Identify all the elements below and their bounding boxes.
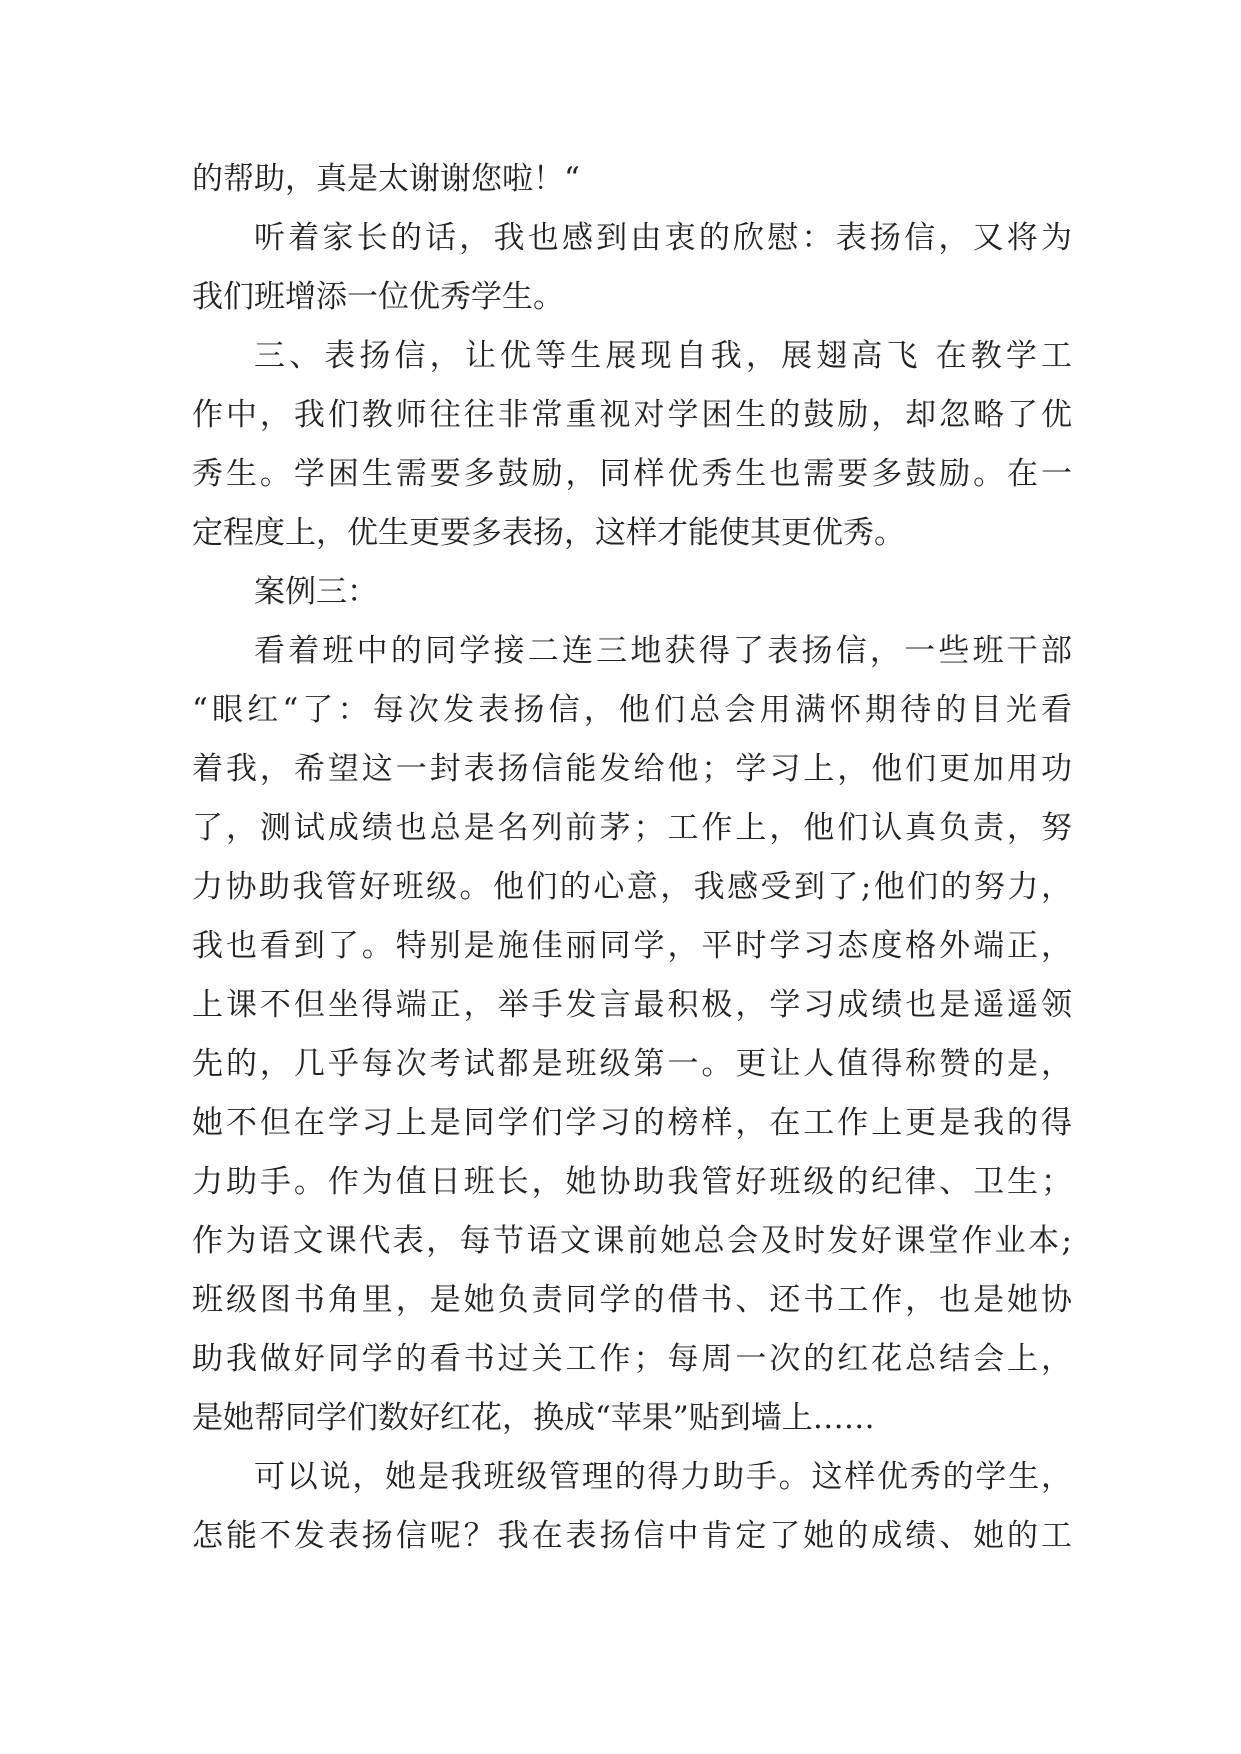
text-line: 助我做好同学的看书过关工作；每周一次的红花总结会上， [192,1341,1072,1377]
text-line: 的帮助，真是太谢谢您啦！“ [192,161,580,197]
text-line: 定程度上，优生更要多表扬，这样才能使其更优秀。 [192,515,905,551]
text-line: 她不但在学习上是同学们学习的榜样，在工作上更是我的得 [192,1105,1072,1141]
text-line: 可以说，她是我班级管理的得力助手。这样优秀的学生， [254,1459,1072,1495]
text-line: 班级图书角里，是她负责同学的借书、还书工作，也是她协 [192,1282,1072,1318]
text-line: 是她帮同学们数好红花，换成“苹果”贴到墙上…… [192,1400,875,1436]
text-line: 上课不但坐得端正，举手发言最积极，学习成绩也是遥遥领 [192,987,1072,1023]
text-line: 作为语文课代表，每节语文课前她总会及时发好课堂作业本; [192,1223,1072,1259]
text-line: 案例三： [254,574,378,610]
text-line: 秀生。学困生需要多鼓励，同样优秀生也需要多鼓励。在一 [192,456,1072,492]
text-line: 听着家长的话，我也感到由衷的欣慰：表扬信，又将为 [254,220,1072,256]
text-line: 三、表扬信，让优等生展现自我，展翅高飞 在教学工 [254,338,1072,374]
text-line: 作中，我们教师往往非常重视对学困生的鼓励，却忽略了优 [192,397,1072,433]
text-line: 力助手。作为值日班长，她协助我管好班级的纪律、卫生； [192,1164,1072,1200]
document-page [192,150,1072,1566]
text-line: 看着班中的同学接二连三地获得了表扬信，一些班干部 [254,633,1072,669]
text-line: 着我，希望这一封表扬信能发给他；学习上，他们更加用功 [192,751,1072,787]
text-line: 力协助我管好班级。他们的心意，我感受到了;他们的努力， [192,869,1072,905]
text-line: 先的，几乎每次考试都是班级第一。更让人值得称赞的是， [192,1046,1072,1082]
text-line: 我也看到了。特别是施佳丽同学，平时学习态度格外端正， [192,928,1072,964]
text-line: “眼红“了：每次发表扬信，他们总会用满怀期待的目光看 [192,692,1072,728]
text-line: 我们班增添一位优秀学生。 [192,279,564,315]
text-line: 了，测试成绩也总是名列前茅；工作上，他们认真负责，努 [192,810,1072,846]
text-line: 怎能不发表扬信呢？我在表扬信中肯定了她的成绩、她的工 [192,1518,1072,1554]
